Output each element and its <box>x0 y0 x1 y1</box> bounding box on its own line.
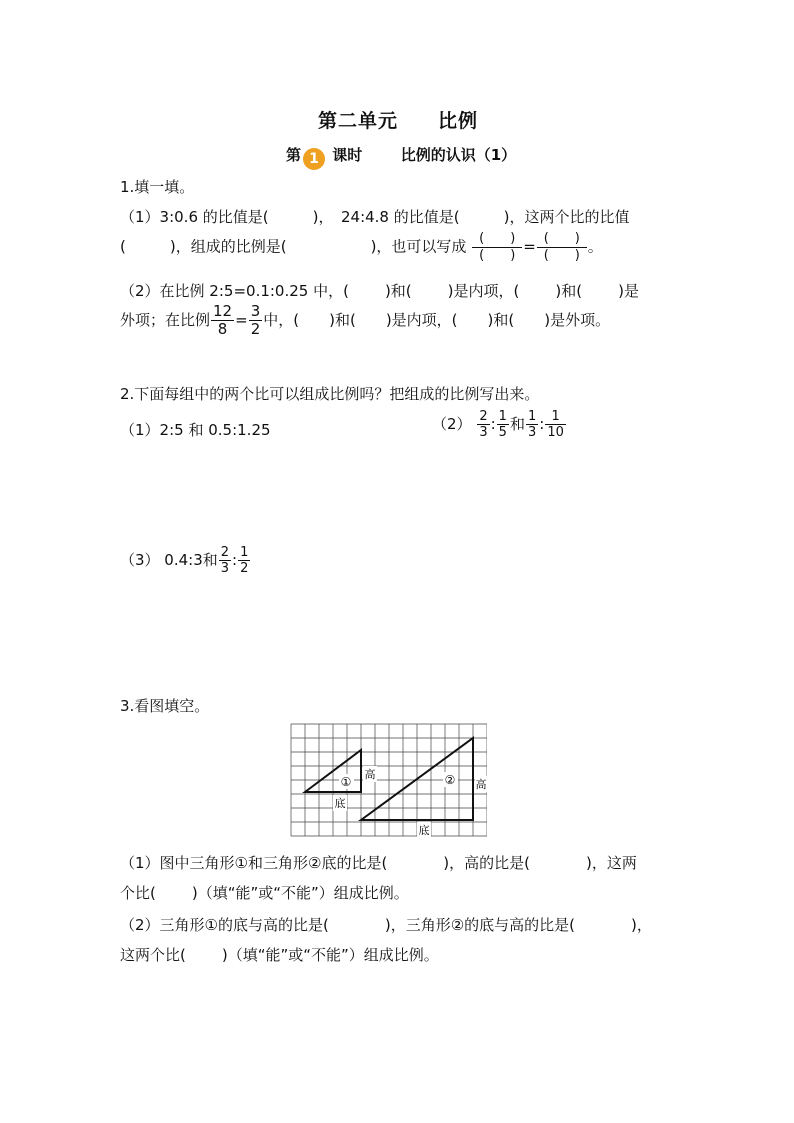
q1-line4 <box>120 304 610 337</box>
numerator: 3 <box>250 302 261 320</box>
q2-item3 <box>120 546 251 575</box>
q1-heading: 1.填一填。 <box>120 178 195 196</box>
lesson-topic: 比例的认识（1） <box>400 146 517 164</box>
triangle-1-label: ① <box>340 775 352 789</box>
numerator: 1 <box>498 409 507 424</box>
q3-text: )（填“能”或“不能”）组成比例。 <box>191 884 409 902</box>
blank-fraction-left[interactable] <box>472 232 522 262</box>
triangle-1-base-label: 底 <box>334 797 346 810</box>
q1-text: )和( <box>384 282 412 300</box>
colon: : <box>490 415 496 433</box>
q3-text: 个比( <box>120 884 156 902</box>
q3-text: 这两个比( <box>120 946 186 964</box>
q1-text: )是内项，( <box>385 311 458 329</box>
denominator: 3 <box>527 425 537 440</box>
q3-heading: 3.看图填空。 <box>120 697 210 715</box>
q3-line1 <box>120 852 637 873</box>
q1-text: )，这两个比的比值 <box>503 208 630 226</box>
q1-text: )是外项。 <box>544 311 611 329</box>
q1-text: )和( <box>487 311 515 329</box>
q1-text: )是内项，( <box>447 282 520 300</box>
equals-sign: = <box>235 311 248 329</box>
numerator: 2 <box>479 409 488 424</box>
q1-text: )，组成的比例是( <box>169 237 287 256</box>
denominator: 3 <box>220 561 230 576</box>
fraction <box>526 410 538 439</box>
numerator: 2 <box>220 545 230 560</box>
fraction <box>545 410 566 439</box>
fraction <box>238 546 250 575</box>
triangle-grid-figure <box>289 722 487 838</box>
q1-text: )和( <box>555 282 583 300</box>
and-text: 和 <box>509 415 525 433</box>
q1-text: )是 <box>618 282 639 300</box>
fraction <box>219 546 231 575</box>
q3-text: （1）图中三角形①和三角形②底的比是( <box>120 854 388 872</box>
lesson-suffix: 课时 <box>332 146 363 164</box>
numerator: 12 <box>213 302 233 320</box>
q2-heading: 2.下面每组中的两个比可以组成比例吗？把组成的比例写出来。 <box>120 385 540 403</box>
page-title: 第二单元 比例 <box>318 110 479 132</box>
q2-item2-label: （2） <box>432 415 472 433</box>
q1-text: 外项；在比例 <box>120 311 211 329</box>
q1-text: 中，( <box>263 311 300 329</box>
fraction-3-2 <box>249 304 263 337</box>
fraction <box>477 410 489 439</box>
q1-line1 <box>120 206 629 227</box>
blank-numerator: ( ) <box>472 232 522 248</box>
q3-text: )，三角形②的底与高的比是( <box>384 916 576 934</box>
q1-text: （2）在比例 2:5=0.1:0.25 中，( <box>120 282 349 300</box>
denominator: 10 <box>547 425 564 440</box>
period: 。 <box>587 237 603 256</box>
q3-text: )， <box>631 916 652 934</box>
blank-fraction-right[interactable] <box>537 232 587 262</box>
lesson-number-badge: 1 <box>303 148 325 170</box>
numerator: 1 <box>527 409 537 424</box>
triangle-1-height-label: 高 <box>364 768 376 781</box>
q3-text: )（填“能”或“不能”）组成比例。 <box>221 946 439 964</box>
denominator: 8 <box>217 320 228 338</box>
triangle-2-label: ② <box>444 773 456 787</box>
triangle-2-base-label: 底 <box>418 824 430 837</box>
numerator: 1 <box>545 410 566 425</box>
q3-text: )，高的比是( <box>443 854 531 872</box>
denominator: 5 <box>498 425 507 440</box>
blank-denominator: ( ) <box>543 248 580 263</box>
q1-text: )， 24:4.8 的比值是( <box>312 208 460 226</box>
q3-text: （2）三角形①的底与高的比是( <box>120 916 329 934</box>
q1-text: （1）3:0.6 的比值是( <box>120 208 269 226</box>
q1-text: ( <box>120 237 126 256</box>
q1-text: )和( <box>329 311 356 329</box>
denominator: 3 <box>479 425 488 440</box>
denominator: 2 <box>250 320 261 338</box>
q1-line3 <box>120 280 639 301</box>
q3-line4 <box>120 944 439 965</box>
q2-item1: （1）2:5 和 0.5:1.25 <box>120 421 271 439</box>
equals-sign: = <box>523 237 536 256</box>
colon: : <box>539 415 545 433</box>
q3-line3 <box>120 914 652 935</box>
q1-text: )，也可以写成 <box>370 237 467 256</box>
numerator: 1 <box>240 545 249 560</box>
q2-item2 <box>432 410 567 439</box>
blank-numerator: ( ) <box>537 232 587 248</box>
denominator: 2 <box>240 561 249 576</box>
blank-denominator: ( ) <box>479 248 516 263</box>
q2-item3-label: （3） 0.4:3和 <box>120 551 218 569</box>
q3-text: )，这两 <box>586 854 637 872</box>
triangle-2-height-label: 高 <box>475 778 487 791</box>
q1-line2 <box>120 232 603 262</box>
fraction <box>497 410 509 439</box>
colon: : <box>232 551 238 569</box>
fraction-12-8 <box>211 304 234 337</box>
lesson-subtitle <box>286 144 516 170</box>
lesson-prefix: 第 <box>286 146 302 164</box>
q3-line2 <box>120 882 409 903</box>
